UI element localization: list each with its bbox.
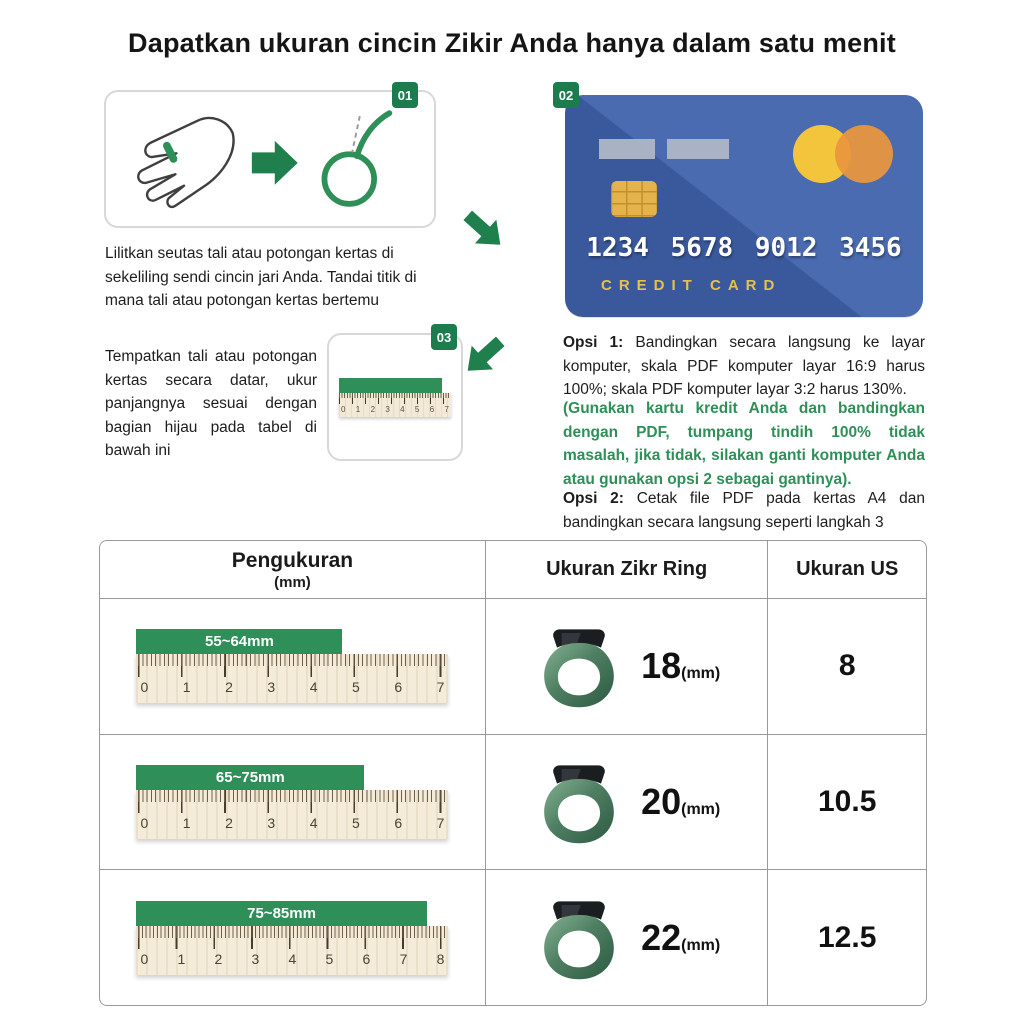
ring-size-cell [485, 599, 767, 734]
header-mm-label: (mm) [274, 573, 311, 591]
ruler-body [136, 926, 448, 975]
header-us-label: Ukuran US [796, 558, 899, 580]
ring-mm-value: 20 [641, 780, 682, 822]
measurement-cell [100, 735, 485, 870]
zikr-ring-icon [533, 894, 625, 982]
card-gray-bar [667, 139, 729, 159]
header-zikr-ring [485, 541, 767, 598]
step3-text: Tempatkan tali atau potongan kertas secara datar, ukur panjangnya sesuai dengan bagian hijau pada tabel di bawah ini [105, 348, 317, 460]
mini-ruler-ticks [339, 393, 451, 405]
mini-ruler-green-band [339, 378, 442, 393]
ring-size-cell [485, 870, 767, 1005]
arrow-down-left-icon [457, 329, 511, 382]
ruler-numbers: 0 1 2 3 4 5 6 7 [140, 814, 445, 831]
header-pengukuran-label: Pengukuran [231, 548, 354, 572]
card-chip [611, 181, 657, 217]
us-size-cell [767, 599, 926, 734]
table-row [100, 598, 926, 734]
ruler-numbers: 0 1 2 3 4 5 6 7 [140, 679, 445, 696]
measurement-cell [100, 870, 485, 1005]
option2-label: Opsi 2: [563, 490, 624, 507]
ring-mm-size [641, 917, 720, 959]
ruler-ticks [136, 926, 448, 949]
card-gray-bar [599, 139, 655, 159]
us-size-value: 12.5 [818, 920, 877, 954]
ruler-ticks [136, 654, 448, 677]
mini-ruler-body [339, 393, 451, 417]
ruler-illustration [136, 765, 448, 839]
header-pengukuran [100, 541, 485, 598]
step-badge-03: 03 [431, 324, 457, 350]
ring-mm-size [641, 781, 720, 823]
table-row [100, 869, 926, 1005]
us-size-value: 8 [838, 649, 856, 683]
us-size-cell [767, 735, 926, 870]
string-loop [324, 154, 374, 204]
string-tail [357, 113, 389, 156]
ring-mm-value: 22 [641, 916, 682, 958]
ring-mm-unit: (mm) [681, 800, 721, 818]
ring-mm-unit: (mm) [681, 936, 721, 954]
option1-paragraph [563, 331, 925, 402]
mastercard-orange-circle [835, 125, 893, 183]
ruler-illustration [136, 629, 448, 703]
hand-string-illustration [111, 95, 429, 223]
ruler-body [136, 790, 448, 839]
measurement-cell [100, 599, 485, 734]
option1-label: Opsi 1: [563, 334, 624, 351]
option1-text: Bandingkan secara langsung ke layar komputer, skala PDF komputer layar 16:9 harus 100%; skala PDF komputer layar 3:2 harus 130%. [563, 334, 926, 399]
ring-mm-unit: (mm) [681, 665, 721, 683]
us-size-cell [767, 870, 926, 1005]
header-zikr-ring-label: Ukuran Zikr Ring [546, 558, 708, 580]
ring-size-cell [485, 735, 767, 870]
option2-text: Cetak file PDF pada kertas A4 dan bandingkan secara langsung seperti langkah 3 [563, 490, 925, 531]
credit-card-illustration [565, 95, 923, 317]
green-note-paragraph: (Gunakan kartu kredit Anda dan bandingkan dengan PDF, tumpang tindih 100% tidak masalah, jika tidak, silakan ganti komputer Anda atau gunakan opsi 2 sebagai gantinya). [563, 400, 925, 488]
step1-illustration-box [104, 90, 436, 228]
mini-ruler-numbers: 0 1 2 3 4 5 6 7 [341, 404, 449, 414]
size-table [99, 540, 927, 1006]
step-badge-01: 01 [392, 82, 418, 108]
table-header-row [100, 541, 926, 598]
mini-ruler-illustration [339, 378, 451, 417]
ruler-range-band: 65~75mm [136, 765, 364, 790]
ruler-body [136, 654, 448, 703]
ring-mm-size [641, 645, 720, 687]
option2-paragraph [563, 487, 925, 534]
ruler-numbers: 0 1 2 3 4 5 6 7 8 [140, 950, 445, 967]
zikr-ring-icon [533, 622, 625, 710]
header-us [767, 541, 926, 598]
ring-mm-value: 18 [641, 645, 682, 687]
table-row [100, 734, 926, 870]
ruler-ticks [136, 790, 448, 813]
arrow-down-right-icon [457, 203, 511, 256]
zikr-ring-icon [533, 758, 625, 846]
ruler-illustration [136, 901, 448, 975]
right-arrow-icon [252, 141, 298, 185]
step1-text: Lilitkan seutas tali atau potongan kertas di sekeliling sendi cincin jari Anda. Tandai titik di mana tali atau potongan kertas bertemu [105, 245, 417, 310]
page-title: Dapatkan ukuran cincin Zikir Anda hanya dalam satu menit [128, 28, 896, 58]
us-size-value: 10.5 [818, 784, 877, 818]
ruler-range-band: 55~64mm [136, 629, 342, 654]
hand-outline [138, 118, 233, 207]
step-badge-02: 02 [553, 82, 579, 108]
ruler-range-band: 75~85mm [136, 901, 426, 926]
card-label: CREDIT CARD [601, 277, 782, 294]
step3-illustration-box [327, 333, 463, 461]
card-number: 1234 5678 9012 3456 [586, 233, 902, 263]
